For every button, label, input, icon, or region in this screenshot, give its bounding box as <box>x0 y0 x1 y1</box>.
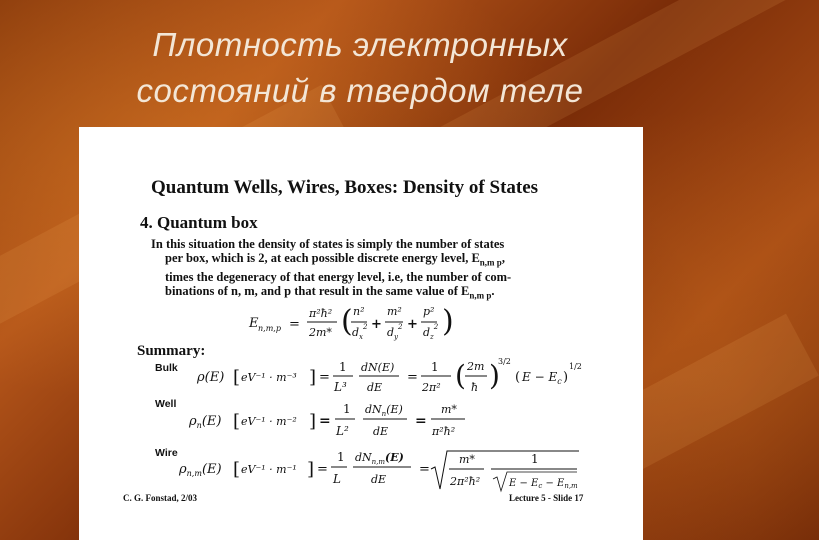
svg-text:(: ( <box>341 304 353 339</box>
svg-text:m²: m² <box>387 305 402 318</box>
svg-text:dy2: $d_y^2$ <box>387 323 403 341</box>
svg-text:L: L <box>333 472 341 486</box>
svg-text:[: [ <box>233 459 241 480</box>
svg-text:dE: dE <box>367 381 383 394</box>
svg-text:E: E <box>249 316 259 331</box>
svg-text:2m: 2m <box>467 360 485 373</box>
svg-text:3/2: 3/2 <box>498 357 511 366</box>
svg-text:dE: dE <box>371 473 387 486</box>
title-line-1: Плотность электронных <box>152 26 568 63</box>
wire-label: Wire <box>155 447 178 459</box>
svg-text:p²: p² <box>423 305 435 318</box>
svg-text:π²ħ²: π²ħ² <box>432 425 456 438</box>
svg-text:1: 1 <box>343 402 351 416</box>
svg-text:π²ħ²: π²ħ² <box>309 307 333 320</box>
svg-text:ρn,m(E): $\rho_{n,m}(E)$ <box>179 462 222 478</box>
energy-subscript: n,m p <box>479 257 502 268</box>
svg-text:dz2: $d_z^2$ <box>423 323 439 341</box>
paragraph-line-3: times the degeneracy of that energy level, i.e, the number of com- <box>165 269 512 284</box>
svg-text:]: ] <box>309 411 317 432</box>
footer-slide-number: Lecture 5 - Slide 17 <box>509 493 584 503</box>
svg-text:): ) <box>563 370 569 385</box>
svg-text:(: ( <box>515 370 521 385</box>
svg-text:=: = <box>419 462 430 477</box>
description-paragraph: In this situation the density of states is simply the number of states per box, which is 2, at each possible discrete energy level, $E_{n,m p}$, times the degeneracy of that energy level, i.e, the number of com- binations of n, m, and p that result in the same value of $E_{n,m p}$. <box>151 237 571 302</box>
svg-text:2m*: 2m* <box>309 326 332 339</box>
slide-title: Quantum Wells, Wires, Boxes: Density of States <box>151 177 539 198</box>
summary-heading: Summary: <box>137 343 206 359</box>
svg-text:L²: L² <box>336 424 349 438</box>
well-equation <box>189 397 479 443</box>
footer-author: C. G. Fonstad, 2/03 <box>123 493 198 503</box>
svg-text:]: ] <box>309 367 317 388</box>
svg-text:1: 1 <box>531 452 539 466</box>
svg-text:=: = <box>289 317 300 332</box>
svg-text:1: 1 <box>337 450 345 464</box>
svg-text:dE: dE <box>373 425 389 438</box>
section-heading: 4. Quantum box <box>140 213 258 232</box>
energy-subscript-end: n,m p <box>469 290 492 300</box>
svg-text:dNn(E): $dN_n(E)$ <box>365 403 403 418</box>
svg-text:eV⁻¹ · m⁻¹: eV⁻¹ · m⁻¹ <box>241 463 297 476</box>
svg-text:m*: m* <box>441 403 457 416</box>
svg-text:ρ(E): ρ(E) <box>197 370 225 385</box>
svg-text:=: = <box>317 462 328 477</box>
energy-equation <box>249 299 469 347</box>
paragraph-line-2: per box, which is 2, at each possible discrete energy level, E <box>165 251 480 265</box>
svg-text:eV⁻¹ · m⁻³: eV⁻¹ · m⁻³ <box>241 371 297 384</box>
paragraph-line-1: In this situation the density of states is simply the number of states <box>151 237 505 251</box>
bulk-label: Bulk <box>155 362 178 374</box>
well-label: Well <box>155 398 177 410</box>
title-line-2: состояний в твердом теле <box>136 72 584 109</box>
svg-text:E − Ec: $E - E_c$ <box>522 370 562 386</box>
svg-text:E − Ec − En,m: $E - E_c - E_{n,m}$ <box>509 478 578 490</box>
page-title <box>0 22 720 114</box>
svg-text:1: 1 <box>431 360 439 374</box>
svg-text:n²: n² <box>353 305 365 318</box>
svg-text:dNn,m(E): $dN_{n,m}(E)$ <box>355 451 404 466</box>
svg-text:=: = <box>415 413 427 429</box>
svg-text:eV⁻¹ · m⁻²: eV⁻¹ · m⁻² <box>241 415 297 428</box>
svg-text:): ) <box>489 359 500 392</box>
svg-text:ρn(E): $\rho_n(E)$ <box>189 414 222 430</box>
svg-text:+: + <box>407 317 418 332</box>
svg-text:n,m,p: n,m,p <box>258 324 281 333</box>
svg-text:1: 1 <box>339 360 347 374</box>
svg-text:+: + <box>371 317 382 332</box>
svg-text:2π²: 2π² <box>422 381 441 394</box>
svg-text:=: = <box>407 370 418 385</box>
bulk-equation <box>197 355 582 399</box>
svg-text:[: [ <box>233 367 241 388</box>
svg-text:): ) <box>442 304 454 339</box>
svg-text:dN(E): dN(E) <box>361 361 395 374</box>
slide-image <box>79 127 643 540</box>
svg-text:[: [ <box>233 411 241 432</box>
svg-text:2π²ħ²: 2π²ħ² <box>450 475 481 488</box>
paragraph-line-4: binations of n, m, and p that result in the same value of E <box>165 283 470 298</box>
svg-text:m*: m* <box>459 453 475 466</box>
svg-text:]: ] <box>307 459 315 480</box>
svg-text:dx2: $d_x^2$ <box>352 323 368 341</box>
svg-text:=: = <box>319 370 330 385</box>
svg-text:L³: L³ <box>334 380 347 394</box>
svg-text:1/2: 1/2 <box>569 362 582 371</box>
svg-text:(: ( <box>455 359 466 392</box>
svg-text:=: = <box>319 413 331 429</box>
svg-text:ħ: ħ <box>471 381 479 394</box>
wire-equation <box>179 447 579 495</box>
